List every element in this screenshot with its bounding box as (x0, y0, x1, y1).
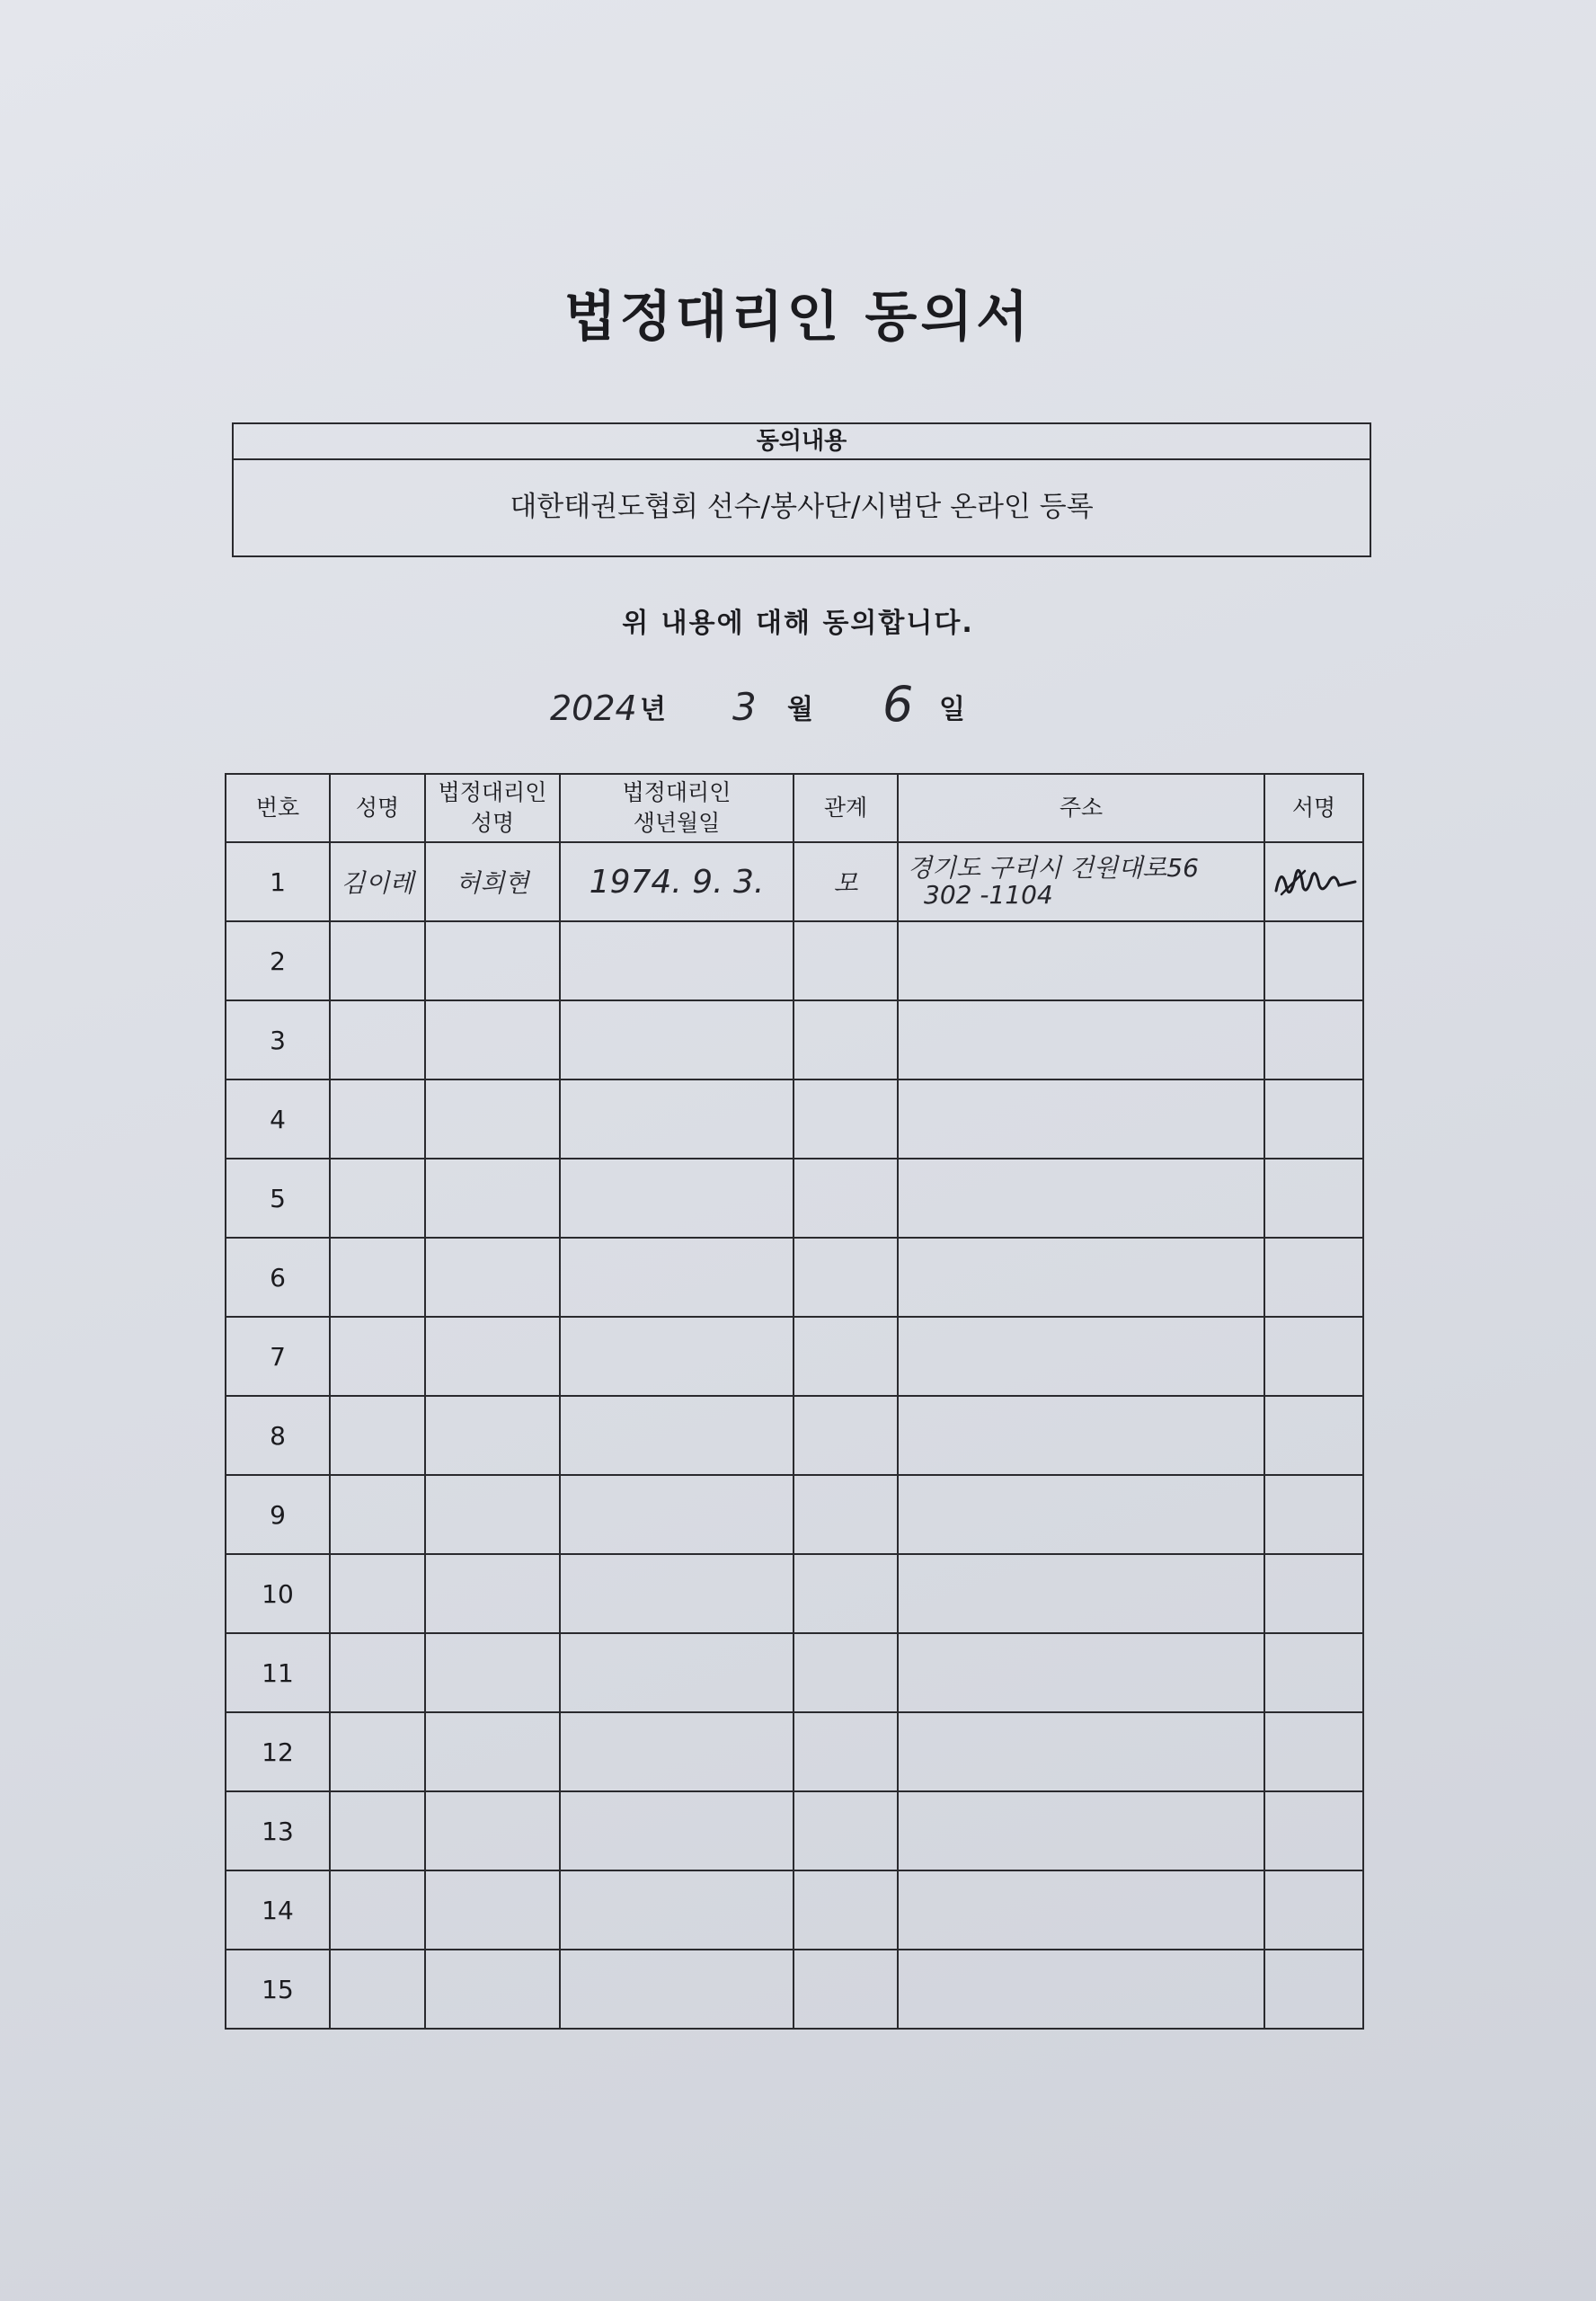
header-no: 번호 (226, 774, 330, 842)
header-guardian-birth-line2: 생년월일 (633, 810, 721, 836)
table-row (226, 1633, 1363, 1712)
cell-guardian-birth (560, 1079, 794, 1159)
header-guardian-birth-line1: 법정대리인 (622, 779, 732, 805)
cell-no: 4 (226, 1079, 330, 1159)
header-relation: 관계 (794, 774, 898, 842)
cell-guardian-birth (560, 1791, 794, 1870)
cell-no: 2 (226, 921, 330, 1000)
cell-address (898, 1000, 1264, 1079)
cell-signature (1264, 1079, 1363, 1159)
table-row (226, 1475, 1363, 1554)
cell-no: 5 (226, 1159, 330, 1238)
date-day: 6 (882, 676, 914, 733)
cell-guardian-birth (560, 1396, 794, 1475)
cell-signature (1264, 1633, 1363, 1712)
cell-name (330, 1079, 425, 1159)
cell-name (330, 1317, 425, 1396)
header-signature: 서명 (1264, 774, 1363, 842)
cell-guardian-name (425, 1633, 560, 1712)
cell-address (898, 1554, 1264, 1633)
signature-scribble-icon (1269, 855, 1359, 909)
cell-guardian-name (425, 1396, 560, 1475)
guardian-table (225, 773, 1364, 2030)
cell-address (898, 1475, 1264, 1554)
cell-relation (794, 1159, 898, 1238)
cell-name (330, 1554, 425, 1633)
table-row (226, 1396, 1363, 1475)
table-row (226, 1791, 1363, 1870)
cell-guardian-birth (560, 921, 794, 1000)
cell-guardian-name (425, 1475, 560, 1554)
consent-box (232, 422, 1371, 557)
cell-no: 10 (226, 1554, 330, 1633)
cell-signature (1264, 1870, 1363, 1950)
cell-relation (794, 1000, 898, 1079)
cell-guardian-name (425, 1079, 560, 1159)
header-guardian-birth (560, 774, 794, 842)
cell-guardian-name (425, 1159, 560, 1238)
cell-guardian-birth (560, 1317, 794, 1396)
cell-relation: 모 (794, 842, 898, 921)
cell-signature (1264, 1475, 1363, 1554)
cell-address (898, 1870, 1264, 1950)
cell-guardian-birth (560, 1712, 794, 1791)
document-title: 법정대리인 동의서 (563, 286, 1033, 349)
header-guardian-name-line1: 법정대리인 (438, 779, 547, 805)
cell-no: 11 (226, 1633, 330, 1712)
date-month-unit: 월 (787, 694, 813, 725)
cell-no: 12 (226, 1712, 330, 1791)
cell-guardian-birth (560, 1633, 794, 1712)
cell-name (330, 1159, 425, 1238)
cell-no: 15 (226, 1950, 330, 2029)
cell-name (330, 1475, 425, 1554)
cell-signature (1264, 1159, 1363, 1238)
table-row (226, 1870, 1363, 1950)
header-address: 주소 (898, 774, 1264, 842)
cell-signature (1264, 1000, 1363, 1079)
address-line1: 경기도 구리시 건원대로56 (908, 853, 1199, 883)
cell-address (898, 1396, 1264, 1475)
cell-guardian-birth: 1974. 9. 3. (560, 842, 794, 921)
cell-signature (1264, 1238, 1363, 1317)
cell-address (898, 842, 1264, 921)
cell-guardian-name (425, 1791, 560, 1870)
cell-no: 8 (226, 1396, 330, 1475)
table-row (226, 1712, 1363, 1791)
cell-guardian-birth (560, 1950, 794, 2029)
cell-guardian-name (425, 1317, 560, 1396)
cell-guardian-birth (560, 1554, 794, 1633)
cell-address (898, 1238, 1264, 1317)
cell-relation (794, 1317, 898, 1396)
cell-no: 14 (226, 1870, 330, 1950)
cell-address (898, 1950, 1264, 2029)
cell-no: 6 (226, 1238, 330, 1317)
cell-relation (794, 1238, 898, 1317)
date-year: 2024 (550, 689, 637, 728)
cell-guardian-name (425, 1950, 560, 2029)
cell-guardian-name (425, 1712, 560, 1791)
cell-address (898, 1079, 1264, 1159)
cell-signature (1264, 1396, 1363, 1475)
date-year-unit: 년 (640, 694, 666, 725)
cell-relation (794, 1079, 898, 1159)
cell-name (330, 1396, 425, 1475)
cell-relation (794, 1633, 898, 1712)
cell-name (330, 1791, 425, 1870)
address-line2: 302 -1104 (924, 880, 1053, 910)
cell-name (330, 921, 425, 1000)
cell-no: 9 (226, 1475, 330, 1554)
cell-signature (1264, 1554, 1363, 1633)
cell-address (898, 1633, 1264, 1712)
cell-relation (794, 1554, 898, 1633)
consent-content: 대한태권도협회 선수/봉사단/시범단 온라인 등록 (510, 491, 1094, 523)
table-row (226, 1317, 1363, 1396)
header-name: 성명 (330, 774, 425, 842)
table-row (226, 921, 1363, 1000)
cell-guardian-birth (560, 1000, 794, 1079)
cell-no: 1 (226, 842, 330, 921)
cell-address (898, 1317, 1264, 1396)
date-day-unit: 일 (939, 694, 965, 725)
cell-no: 3 (226, 1000, 330, 1079)
cell-address (898, 1712, 1264, 1791)
header-guardian-name (425, 774, 560, 842)
cell-signature (1264, 921, 1363, 1000)
date-month: 3 (732, 685, 757, 729)
cell-guardian-name (425, 1238, 560, 1317)
cell-guardian-name (425, 921, 560, 1000)
cell-guardian-birth (560, 1238, 794, 1317)
cell-no: 13 (226, 1791, 330, 1870)
agreement-statement: 위 내용에 대해 동의합니다. (622, 608, 974, 639)
cell-guardian-name (425, 1554, 560, 1633)
table-header-row (226, 774, 1363, 842)
cell-guardian-name: 허희현 (425, 842, 560, 921)
cell-guardian-name (425, 1870, 560, 1950)
cell-relation (794, 1712, 898, 1791)
cell-signature (1264, 1712, 1363, 1791)
cell-name: 김이레 (330, 842, 425, 921)
cell-guardian-birth (560, 1870, 794, 1950)
cell-name (330, 1950, 425, 2029)
table-row (226, 1079, 1363, 1159)
cell-name (330, 1633, 425, 1712)
consent-header: 동의내용 (234, 424, 1370, 460)
table-row (226, 842, 1363, 921)
cell-name (330, 1870, 425, 1950)
cell-name (330, 1000, 425, 1079)
cell-address (898, 921, 1264, 1000)
cell-address (898, 1159, 1264, 1238)
cell-relation (794, 1950, 898, 2029)
cell-address (898, 1791, 1264, 1870)
table-row (226, 1554, 1363, 1633)
table-row (226, 1000, 1363, 1079)
cell-signature (1264, 842, 1363, 921)
cell-signature (1264, 1791, 1363, 1870)
cell-signature (1264, 1950, 1363, 2029)
cell-relation (794, 1475, 898, 1554)
cell-name (330, 1238, 425, 1317)
table-row (226, 1159, 1363, 1238)
cell-relation (794, 921, 898, 1000)
table-row (226, 1238, 1363, 1317)
cell-name (330, 1712, 425, 1791)
date-line (0, 676, 1596, 744)
cell-relation (794, 1791, 898, 1870)
cell-relation (794, 1870, 898, 1950)
cell-relation (794, 1396, 898, 1475)
cell-guardian-birth (560, 1475, 794, 1554)
table-row (226, 1950, 1363, 2029)
cell-no: 7 (226, 1317, 330, 1396)
cell-signature (1264, 1317, 1363, 1396)
cell-guardian-name (425, 1000, 560, 1079)
header-guardian-name-line2: 성명 (470, 810, 515, 836)
cell-guardian-birth (560, 1159, 794, 1238)
